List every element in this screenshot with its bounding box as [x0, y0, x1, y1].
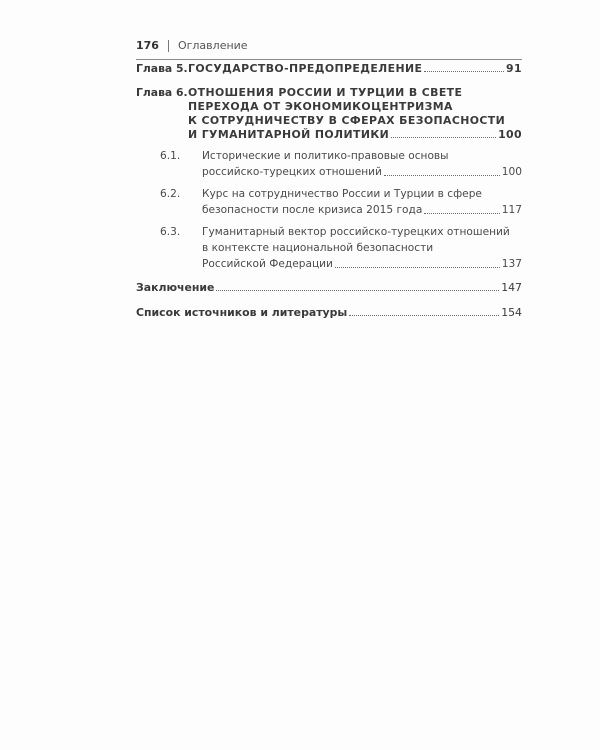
- section-page: 100: [501, 166, 522, 178]
- chapter-5-page: 91: [506, 62, 522, 75]
- section-page: 117: [501, 204, 522, 216]
- bibliography-page: 154: [501, 306, 522, 319]
- table-of-contents: [136, 62, 522, 320]
- chapter-6-title-line: ПЕРЕХОДА ОТ ЭКОНОМИКОЦЕНТРИЗМА: [188, 100, 453, 113]
- chapter-6-title-line: ОТНОШЕНИЯ РОССИИ И ТУРЦИИ В СВЕТЕ: [188, 86, 463, 99]
- toc-entry-bibliography[interactable]: [136, 306, 522, 320]
- toc-entry-chapter-5[interactable]: [136, 62, 522, 76]
- toc-entry-section-6-2[interactable]: [136, 186, 522, 218]
- chapter-6-page: 100: [498, 128, 522, 141]
- dot-leader: [216, 289, 499, 291]
- header-separator: [168, 40, 169, 52]
- chapter-6-title-line: И ГУМАНИТАРНОЙ ПОЛИТИКИ: [188, 128, 390, 141]
- dot-leader: [349, 314, 499, 316]
- bibliography-title: Список источников и литературы: [136, 306, 348, 319]
- chapter-6-label: Глава 6.: [136, 86, 188, 99]
- dot-leader: [424, 70, 504, 72]
- dot-leader: [391, 136, 496, 138]
- section-title-line: Российской Федерации: [202, 258, 333, 270]
- conclusion-title: Заключение: [136, 281, 215, 294]
- section-page: 137: [501, 258, 522, 270]
- conclusion-page: 147: [501, 281, 522, 294]
- section-title-line: российско-турецких отношений: [202, 166, 382, 178]
- section-title-line: Курс на сотрудничество России и Турции в сфере: [202, 188, 482, 200]
- section-number: 6.2.: [160, 188, 181, 200]
- section-title-line: Гуманитарный вектор российско-турецких отношений: [202, 226, 510, 238]
- section-title-line: в контексте национальной безопасности: [202, 242, 434, 254]
- toc-entry-section-6-1[interactable]: [136, 148, 522, 180]
- section-title-line: Исторические и политико-правовые основы: [202, 150, 449, 162]
- dot-leader: [335, 266, 500, 268]
- toc-entry-chapter-6[interactable]: [136, 86, 522, 142]
- section-number: 6.3.: [160, 226, 181, 238]
- section-number: 6.1.: [160, 150, 181, 162]
- chapter-6-title-line: К СОТРУДНИЧЕСТВУ В СФЕРАХ БЕЗОПАСНОСТИ: [188, 114, 506, 127]
- chapter-5-title: ГОСУДАРСТВО-ПРЕДОПРЕДЕЛЕНИЕ: [188, 62, 423, 75]
- dot-leader: [384, 174, 500, 176]
- page-number: 176: [136, 39, 159, 52]
- dot-leader: [424, 212, 499, 214]
- toc-entry-section-6-3[interactable]: [136, 224, 522, 272]
- section-title-line: безопасности после кризиса 2015 года: [202, 204, 423, 216]
- toc-entry-conclusion[interactable]: [136, 281, 522, 295]
- chapter-5-label: Глава 5.: [136, 62, 188, 75]
- running-header: [136, 39, 522, 60]
- header-section-title: Оглавление: [177, 39, 248, 52]
